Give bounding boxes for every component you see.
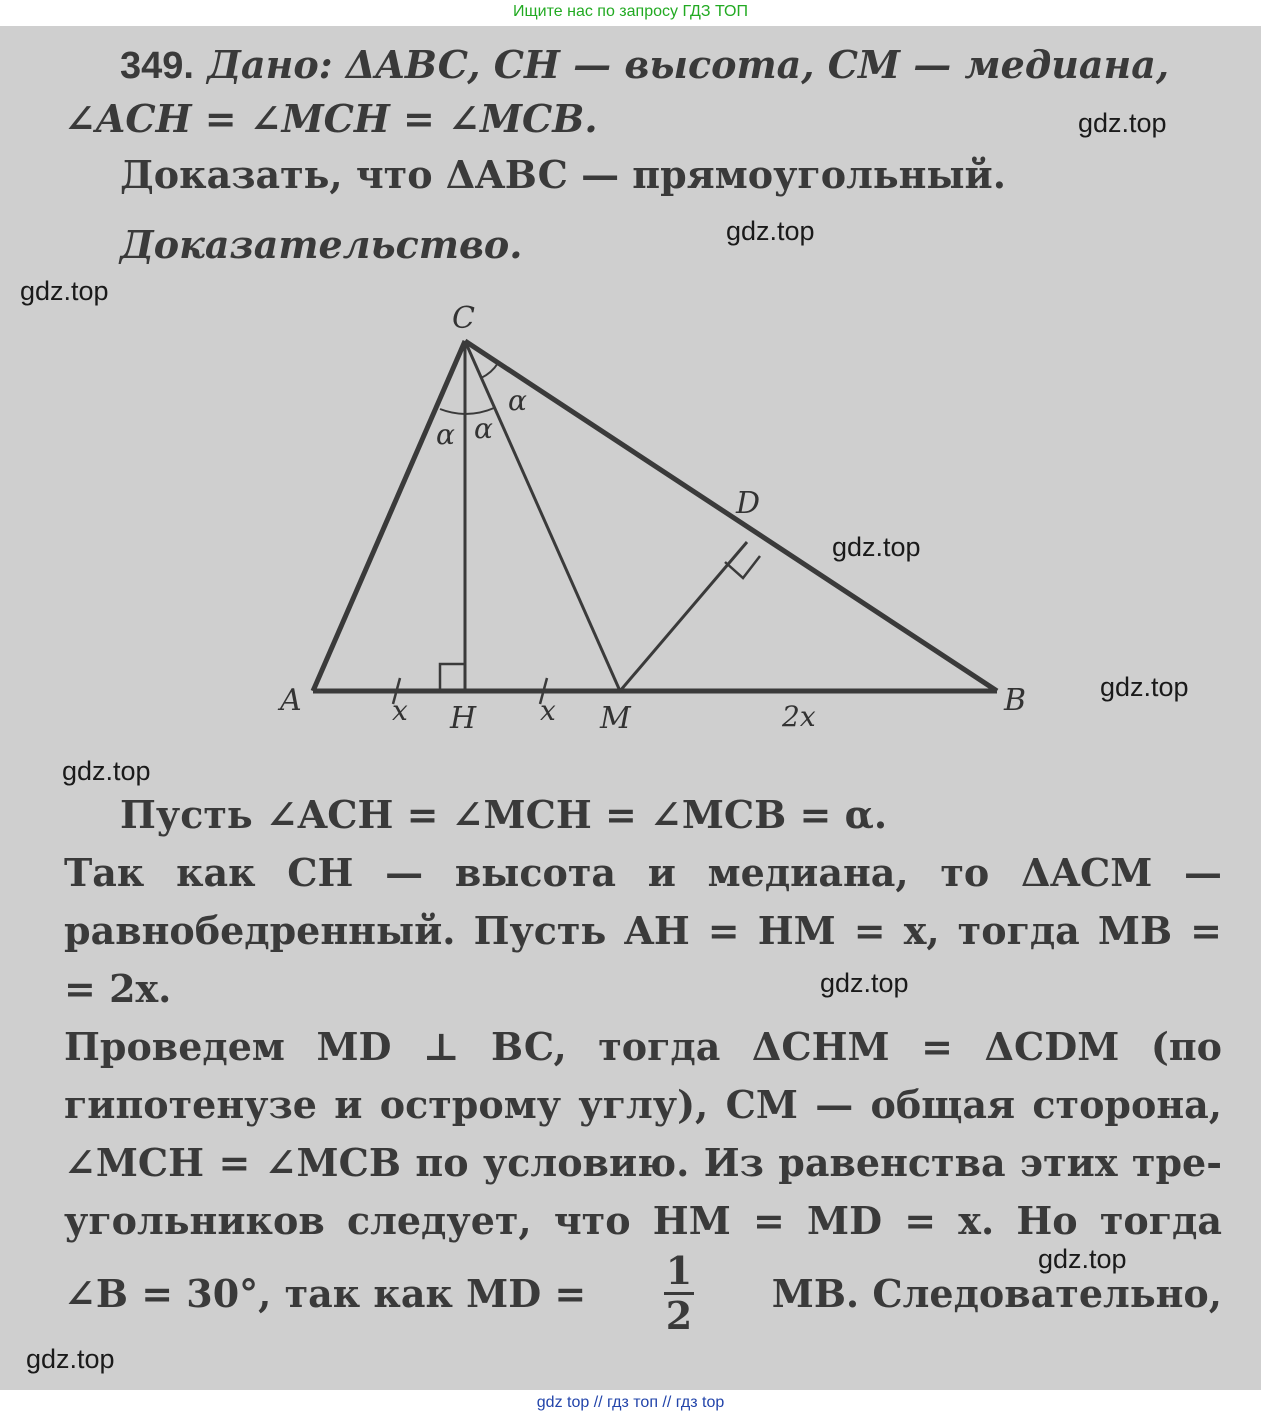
given-angles: ∠ACH = ∠MCH = ∠MCB. — [64, 96, 598, 141]
right-angle-h — [440, 664, 465, 691]
proof-line-5: Проведем MD ⊥ BC, тогда ΔCHM = ΔCDM (по — [64, 1024, 1222, 1069]
fraction-numerator: 1 — [665, 1248, 693, 1293]
side-ac — [313, 341, 465, 691]
given-text: ΔABC, CH — высота, CM — медиана, — [345, 42, 1170, 87]
segment-label-hm: x — [540, 694, 556, 727]
watermark: gdz.top — [26, 1344, 115, 1374]
side-cb — [465, 341, 997, 691]
proof-line-7: ∠MCH = ∠MCB по условию. Из равенства этих тре- — [64, 1140, 1222, 1185]
label-d: D — [736, 486, 761, 521]
angle-label-2: α — [474, 412, 493, 445]
proof-line-9-start: ∠B = 30°, так как MD = — [64, 1270, 587, 1316]
textbook-page — [0, 26, 1261, 1390]
watermark: gdz.top — [832, 532, 921, 562]
angle-arc-ach — [440, 409, 465, 414]
problem-number: 349. — [120, 45, 194, 87]
watermark: gdz.top — [1078, 108, 1167, 138]
angle-arc-mcb — [481, 363, 498, 378]
watermark: gdz.top — [62, 756, 151, 786]
fraction-one-half — [664, 1248, 694, 1338]
label-h: H — [450, 701, 477, 736]
proof-line-8: угольников следует, что HM = MD = x. Но тогда — [64, 1198, 1222, 1243]
prove-statement: Доказать, что ΔABC — прямоугольный. — [120, 152, 1006, 197]
top-banner[interactable]: Ищите нас по запросу ГДЗ ТОП — [513, 3, 748, 20]
right-angle-d — [725, 556, 760, 578]
proof-line-4: = 2x. — [64, 966, 172, 1011]
label-b: B — [1004, 683, 1027, 718]
label-m: M — [600, 701, 631, 736]
proof-line-3: равнобедренный. Пусть AH = HM = x, тогда MB = — [64, 908, 1222, 953]
proof-line-1: Пусть ∠ACH = ∠MCH = ∠MCB = α. — [120, 792, 888, 837]
proof-line-9-end: MB. Следовательно, — [771, 1270, 1222, 1316]
fraction-denominator: 2 — [665, 1293, 693, 1338]
angle-label-3: α — [508, 384, 527, 417]
segment-label-mb: 2x — [782, 700, 816, 733]
proof-line-6: гипотенузе и острому углу), CM — общая сторона, — [64, 1082, 1222, 1127]
proof-heading: Доказательство. — [120, 222, 523, 267]
watermark: gdz.top — [726, 216, 815, 246]
watermark: gdz.top — [1038, 1244, 1127, 1274]
watermark: gdz.top — [1100, 672, 1189, 702]
label-c: C — [452, 301, 475, 336]
triangle-diagram — [0, 26, 1261, 786]
proof-line-2: Так как CH — высота и медиана, то ΔACM — — [64, 850, 1222, 895]
angle-label-1: α — [436, 418, 455, 451]
segment-label-ah: x — [392, 694, 408, 727]
label-a: A — [280, 683, 302, 718]
watermark: gdz.top — [20, 276, 109, 306]
watermark: gdz.top — [820, 968, 909, 998]
given-label: Дано: — [207, 42, 333, 87]
bottom-banner[interactable]: gdz top // гдз топ // гдз top — [536, 1394, 725, 1411]
